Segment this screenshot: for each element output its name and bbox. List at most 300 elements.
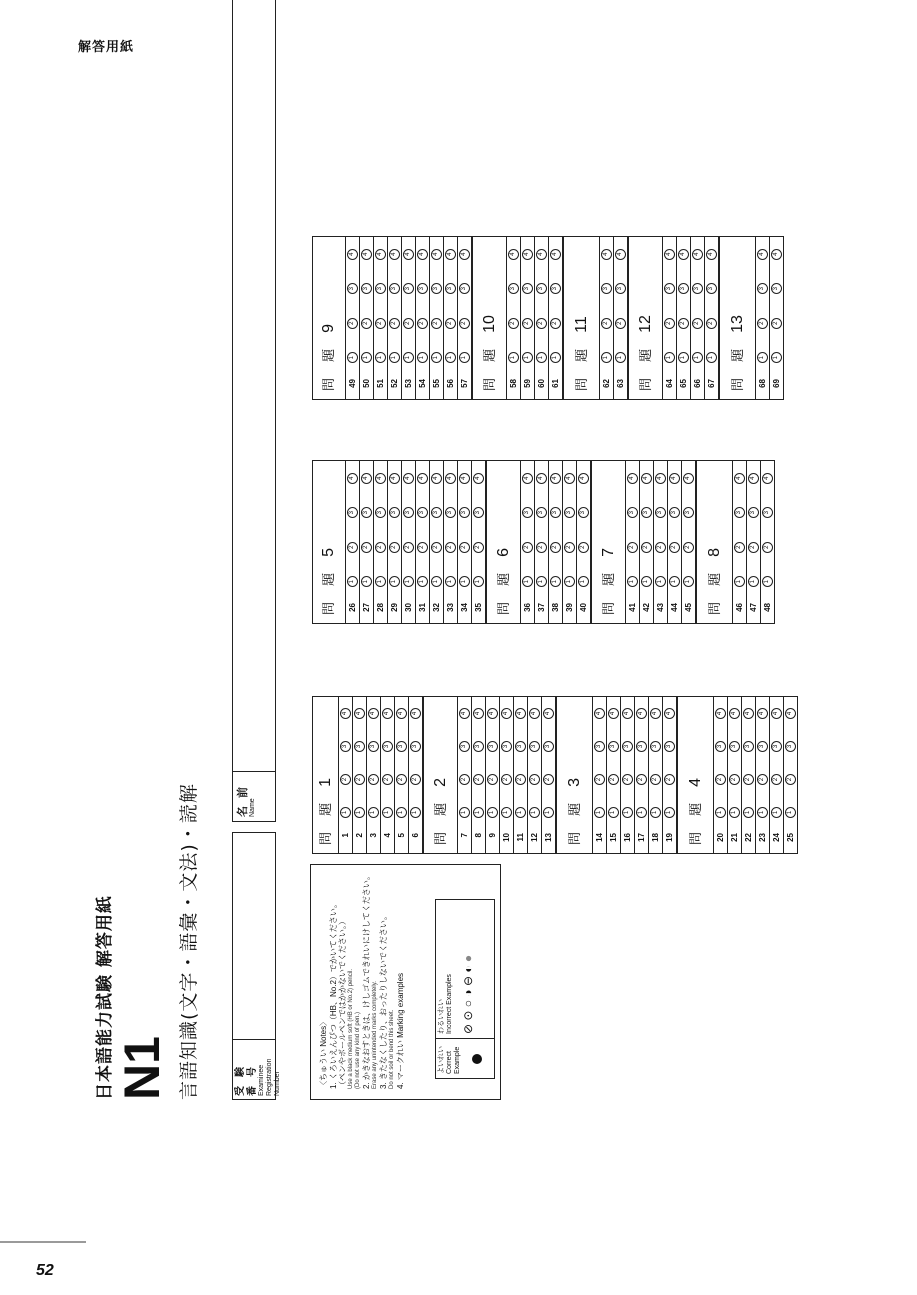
answer-bubble[interactable]: 1 xyxy=(543,807,554,818)
answer-bubble[interactable]: 4 xyxy=(729,708,740,719)
answer-bubble[interactable]: 4 xyxy=(664,249,675,260)
answer-bubble[interactable]: 1 xyxy=(361,576,372,587)
answer-bubble[interactable]: 1 xyxy=(410,807,421,818)
answer-bubble[interactable]: 1 xyxy=(608,807,619,818)
answer-bubble[interactable]: 3 xyxy=(459,507,470,518)
answer-bubble[interactable]: 4 xyxy=(771,249,782,260)
answer-bubble[interactable]: 1 xyxy=(459,352,470,363)
answer-bubble[interactable]: 4 xyxy=(641,473,652,484)
answer-bubble[interactable]: 3 xyxy=(743,741,754,752)
answer-bubble[interactable]: 3 xyxy=(417,507,428,518)
answer-bubble[interactable]: 1 xyxy=(361,352,372,363)
answer-bubble[interactable]: 2 xyxy=(340,774,351,785)
answer-bubble[interactable]: 4 xyxy=(664,708,675,719)
answer-bubble[interactable]: 1 xyxy=(536,352,547,363)
answer-bubble[interactable]: 4 xyxy=(578,473,589,484)
answer-bubble[interactable]: 2 xyxy=(382,774,393,785)
answer-bubble[interactable]: 2 xyxy=(529,774,540,785)
answer-bubble[interactable]: 3 xyxy=(692,283,703,294)
answer-bubble[interactable]: 1 xyxy=(445,576,456,587)
answer-bubble[interactable]: 3 xyxy=(410,741,421,752)
answer-bubble[interactable]: 1 xyxy=(515,807,526,818)
answer-bubble[interactable]: 4 xyxy=(757,708,768,719)
answer-bubble[interactable]: 1 xyxy=(757,352,768,363)
answer-bubble[interactable]: 2 xyxy=(445,542,456,553)
answer-bubble[interactable]: 4 xyxy=(785,708,796,719)
answer-bubble[interactable]: 2 xyxy=(550,542,561,553)
answer-bubble[interactable]: 4 xyxy=(501,708,512,719)
answer-bubble[interactable]: 4 xyxy=(622,708,633,719)
answer-bubble[interactable]: 2 xyxy=(743,774,754,785)
answer-bubble[interactable]: 2 xyxy=(641,542,652,553)
answer-bubble[interactable]: 2 xyxy=(615,318,626,329)
answer-bubble[interactable]: 3 xyxy=(550,283,561,294)
answer-bubble[interactable]: 2 xyxy=(417,542,428,553)
answer-bubble[interactable]: 4 xyxy=(459,249,470,260)
answer-bubble[interactable]: 4 xyxy=(417,473,428,484)
answer-bubble[interactable]: 3 xyxy=(771,283,782,294)
answer-bubble[interactable]: 4 xyxy=(410,708,421,719)
answer-bubble[interactable]: 3 xyxy=(431,507,442,518)
answer-bubble[interactable]: 2 xyxy=(473,542,484,553)
answer-bubble[interactable]: 1 xyxy=(529,807,540,818)
answer-bubble[interactable]: 2 xyxy=(601,318,612,329)
answer-bubble[interactable]: 4 xyxy=(748,473,759,484)
answer-bubble[interactable]: 2 xyxy=(403,542,414,553)
answer-bubble[interactable]: 2 xyxy=(389,542,400,553)
answer-bubble[interactable]: 3 xyxy=(340,741,351,752)
answer-bubble[interactable]: 2 xyxy=(389,318,400,329)
answer-bubble[interactable]: 2 xyxy=(354,774,365,785)
answer-bubble[interactable]: 4 xyxy=(529,708,540,719)
answer-bubble[interactable]: 1 xyxy=(382,807,393,818)
answer-bubble[interactable]: 3 xyxy=(403,283,414,294)
question-number: 65 xyxy=(679,379,688,388)
answer-bubble[interactable]: 1 xyxy=(615,352,626,363)
answer-bubble[interactable]: 1 xyxy=(417,576,428,587)
answer-bubble[interactable]: 3 xyxy=(564,507,575,518)
answer-bubble[interactable]: 2 xyxy=(522,542,533,553)
answer-bubble[interactable]: 1 xyxy=(375,352,386,363)
answer-bubble[interactable]: 3 xyxy=(650,741,661,752)
answer-bubble[interactable]: 1 xyxy=(550,576,561,587)
answer-bubble[interactable]: 4 xyxy=(636,708,647,719)
answer-bubble[interactable]: 3 xyxy=(501,741,512,752)
answer-bubble[interactable]: 4 xyxy=(445,249,456,260)
answer-bubble[interactable]: 3 xyxy=(375,283,386,294)
answer-bubble[interactable]: 3 xyxy=(678,283,689,294)
answer-bubble[interactable]: 2 xyxy=(627,542,638,553)
answer-bubble[interactable]: 4 xyxy=(522,473,533,484)
answer-bubble[interactable]: 3 xyxy=(473,741,484,752)
answer-bubble[interactable]: 1 xyxy=(403,352,414,363)
answer-bubble[interactable]: 4 xyxy=(550,249,561,260)
answer-bubble[interactable]: 3 xyxy=(347,283,358,294)
answer-bubble[interactable]: 1 xyxy=(636,807,647,818)
answer-bubble[interactable]: 2 xyxy=(664,318,675,329)
answer-bubble[interactable]: 4 xyxy=(536,473,547,484)
answer-bubble[interactable]: 3 xyxy=(445,283,456,294)
answer-bubble[interactable]: 1 xyxy=(601,352,612,363)
answer-bubble[interactable]: 4 xyxy=(347,473,358,484)
question-number: 38 xyxy=(551,603,560,612)
answer-bubble[interactable]: 2 xyxy=(487,774,498,785)
answer-bubble[interactable]: 4 xyxy=(473,473,484,484)
answer-bubble[interactable]: 2 xyxy=(375,542,386,553)
answer-bubble[interactable]: 3 xyxy=(417,283,428,294)
answer-bubble[interactable]: 4 xyxy=(678,249,689,260)
question-number: 28 xyxy=(376,603,385,612)
answer-bubble[interactable]: 2 xyxy=(748,542,759,553)
answer-bubble[interactable]: 3 xyxy=(615,283,626,294)
answer-bubble[interactable]: 1 xyxy=(748,576,759,587)
answer-bubble[interactable]: 1 xyxy=(487,807,498,818)
answer-bubble[interactable]: 1 xyxy=(692,352,703,363)
answer-bubble[interactable]: 4 xyxy=(734,473,745,484)
answer-bubble[interactable]: 3 xyxy=(536,507,547,518)
answer-bubble[interactable]: 4 xyxy=(627,473,638,484)
answer-bubble[interactable]: 1 xyxy=(641,576,652,587)
answer-bubble[interactable]: 3 xyxy=(473,507,484,518)
answer-bubble[interactable]: 4 xyxy=(389,249,400,260)
question-number: 7 xyxy=(460,833,469,838)
answer-bubble[interactable]: 4 xyxy=(536,249,547,260)
answer-bubble[interactable]: 2 xyxy=(445,318,456,329)
answer-bubble[interactable]: 2 xyxy=(655,542,666,553)
answer-bubble[interactable]: 2 xyxy=(536,542,547,553)
answer-bubble[interactable]: 1 xyxy=(664,807,675,818)
answer-bubble[interactable]: 3 xyxy=(734,507,745,518)
answer-bubble[interactable]: 4 xyxy=(368,708,379,719)
answer-bubble[interactable]: 2 xyxy=(368,774,379,785)
answer-bubble[interactable]: 2 xyxy=(608,774,619,785)
answer-bubble[interactable]: 1 xyxy=(757,807,768,818)
answer-bubble[interactable]: 1 xyxy=(734,576,745,587)
answer-bubble[interactable]: 4 xyxy=(361,249,372,260)
answer-bubble[interactable]: 1 xyxy=(473,807,484,818)
answer-bubble[interactable]: 1 xyxy=(655,576,666,587)
answer-bubble[interactable]: 2 xyxy=(375,318,386,329)
answer-bubble[interactable]: 1 xyxy=(678,352,689,363)
answer-bubble[interactable]: 1 xyxy=(417,352,428,363)
mondai-label: 問 題 xyxy=(434,796,449,845)
answer-bubble[interactable]: 3 xyxy=(522,283,533,294)
answer-bubble[interactable]: 2 xyxy=(683,542,694,553)
answer-bubble[interactable]: 2 xyxy=(757,318,768,329)
answer-bubble[interactable]: 3 xyxy=(594,741,605,752)
answer-bubble[interactable]: 3 xyxy=(515,741,526,752)
answer-bubble[interactable]: 2 xyxy=(706,318,717,329)
question-number: 17 xyxy=(637,833,646,842)
answer-bubble[interactable]: 2 xyxy=(785,774,796,785)
answer-bubble[interactable]: 1 xyxy=(396,807,407,818)
answer-row xyxy=(769,697,783,853)
answer-bubble[interactable]: 1 xyxy=(354,807,365,818)
answer-bubble[interactable]: 2 xyxy=(361,542,372,553)
answer-bubble[interactable]: 3 xyxy=(382,741,393,752)
answer-bubble[interactable]: 1 xyxy=(522,352,533,363)
answer-bubble[interactable]: 3 xyxy=(785,741,796,752)
answer-bubble[interactable]: 3 xyxy=(622,741,633,752)
answer-bubble[interactable]: 4 xyxy=(459,708,470,719)
answer-bubble[interactable]: 4 xyxy=(601,249,612,260)
answer-bubble[interactable]: 4 xyxy=(706,249,717,260)
answer-bubble[interactable]: 2 xyxy=(501,774,512,785)
answer-bubble[interactable]: 2 xyxy=(522,318,533,329)
answer-bubble[interactable]: 2 xyxy=(396,774,407,785)
answer-row xyxy=(713,697,727,853)
answer-bubble[interactable]: 2 xyxy=(431,318,442,329)
answer-bubble[interactable]: 3 xyxy=(431,283,442,294)
incorrect-label-en: Incorrect Examples xyxy=(446,974,454,1034)
answer-bubble[interactable]: 2 xyxy=(515,774,526,785)
answer-bubble[interactable]: 1 xyxy=(785,807,796,818)
answer-bubble[interactable]: 1 xyxy=(501,807,512,818)
answer-bubble[interactable]: 3 xyxy=(601,283,612,294)
answer-bubble[interactable]: 4 xyxy=(550,473,561,484)
answer-bubble[interactable]: 3 xyxy=(361,283,372,294)
answer-bubble[interactable]: 4 xyxy=(375,249,386,260)
answer-bubble[interactable]: 4 xyxy=(655,473,666,484)
answer-row xyxy=(359,237,373,399)
answer-bubble[interactable]: 4 xyxy=(608,708,619,719)
answer-bubble[interactable]: 4 xyxy=(347,249,358,260)
answer-bubble[interactable]: 4 xyxy=(508,249,519,260)
answer-bubble[interactable]: 3 xyxy=(389,283,400,294)
answer-bubble[interactable]: 4 xyxy=(650,708,661,719)
answer-bubble[interactable]: 2 xyxy=(622,774,633,785)
answer-bubble[interactable]: 3 xyxy=(706,283,717,294)
answer-bubble[interactable]: 4 xyxy=(683,473,694,484)
answer-bubble[interactable]: 4 xyxy=(403,473,414,484)
answer-bubble[interactable]: 2 xyxy=(715,774,726,785)
answer-bubble[interactable]: 1 xyxy=(550,352,561,363)
answer-bubble[interactable]: 3 xyxy=(347,507,358,518)
answer-bubble[interactable]: 2 xyxy=(403,318,414,329)
answer-bubble[interactable]: 3 xyxy=(508,283,519,294)
answer-bubble[interactable]: 1 xyxy=(445,352,456,363)
answer-bubble[interactable]: 4 xyxy=(564,473,575,484)
answer-row xyxy=(373,237,387,399)
answer-bubble[interactable]: 4 xyxy=(340,708,351,719)
answer-bubble[interactable]: 2 xyxy=(508,318,519,329)
answer-bubble[interactable]: 2 xyxy=(347,318,358,329)
answer-bubble[interactable]: 1 xyxy=(403,576,414,587)
answer-bubble[interactable]: 4 xyxy=(669,473,680,484)
answer-bubble[interactable]: 3 xyxy=(578,507,589,518)
answer-bubble[interactable]: 3 xyxy=(368,741,379,752)
answer-row xyxy=(471,461,485,623)
incorrect-examples xyxy=(436,900,494,1038)
question-number: 20 xyxy=(716,833,725,842)
answer-bubble[interactable]: 1 xyxy=(389,576,400,587)
answer-bubble[interactable]: 3 xyxy=(683,507,694,518)
answer-bubble[interactable]: 3 xyxy=(375,507,386,518)
answer-bubble[interactable]: 4 xyxy=(522,249,533,260)
answer-bubble[interactable]: 3 xyxy=(748,507,759,518)
answer-bubble[interactable]: 4 xyxy=(354,708,365,719)
answer-bubble[interactable]: 4 xyxy=(459,473,470,484)
answer-bubble[interactable]: 4 xyxy=(762,473,773,484)
answer-bubble[interactable]: 4 xyxy=(487,708,498,719)
answer-bubble[interactable]: 1 xyxy=(669,576,680,587)
answer-bubble[interactable]: 2 xyxy=(692,318,703,329)
answer-bubble[interactable]: 2 xyxy=(636,774,647,785)
answer-bubble[interactable]: 4 xyxy=(389,473,400,484)
answer-bubble[interactable]: 1 xyxy=(536,576,547,587)
answer-bubble[interactable]: 3 xyxy=(729,741,740,752)
answer-bubble[interactable]: 3 xyxy=(771,741,782,752)
answer-bubble[interactable]: 4 xyxy=(431,473,442,484)
answer-bubble[interactable]: 4 xyxy=(715,708,726,719)
answer-bubble[interactable]: 4 xyxy=(382,708,393,719)
answer-bubble[interactable]: 3 xyxy=(459,741,470,752)
answer-bubble[interactable]: 3 xyxy=(396,741,407,752)
answer-bubble[interactable]: 3 xyxy=(757,283,768,294)
answer-bubble[interactable]: 2 xyxy=(361,318,372,329)
answer-bubble[interactable]: 1 xyxy=(578,576,589,587)
answer-bubble[interactable]: 2 xyxy=(771,318,782,329)
answer-bubble[interactable]: 4 xyxy=(361,473,372,484)
mondai-heading xyxy=(473,237,506,399)
answer-bubble[interactable]: 3 xyxy=(715,741,726,752)
answer-bubble[interactable]: 2 xyxy=(347,542,358,553)
answer-bubble[interactable]: 2 xyxy=(459,318,470,329)
answer-bubble[interactable]: 3 xyxy=(536,283,547,294)
answer-bubble[interactable]: 4 xyxy=(743,708,754,719)
answer-bubble[interactable]: 1 xyxy=(347,352,358,363)
answer-bubble[interactable]: 2 xyxy=(650,774,661,785)
answer-bubble[interactable]: 1 xyxy=(664,352,675,363)
answer-bubble[interactable]: 1 xyxy=(431,352,442,363)
answer-bubble[interactable]: 4 xyxy=(431,249,442,260)
answer-bubble[interactable]: 4 xyxy=(396,708,407,719)
answer-bubble[interactable]: 1 xyxy=(459,576,470,587)
answer-bubble[interactable]: 3 xyxy=(641,507,652,518)
answer-bubble[interactable]: 3 xyxy=(445,507,456,518)
answer-bubble[interactable]: 3 xyxy=(403,507,414,518)
answer-bubble[interactable]: 1 xyxy=(347,576,358,587)
question-number: 45 xyxy=(684,603,693,612)
name-label-en: Name xyxy=(249,798,257,817)
answer-bubble[interactable]: 2 xyxy=(669,542,680,553)
answer-bubble[interactable]: 2 xyxy=(762,542,773,553)
answer-bubble[interactable]: 2 xyxy=(543,774,554,785)
answer-bubble[interactable]: 2 xyxy=(771,774,782,785)
answer-bubble[interactable]: 1 xyxy=(771,807,782,818)
answer-bubble[interactable]: 1 xyxy=(508,352,519,363)
answer-bubble[interactable]: 1 xyxy=(375,576,386,587)
answer-bubble[interactable]: 2 xyxy=(536,318,547,329)
answer-bubble[interactable]: 1 xyxy=(627,576,638,587)
answer-bubble[interactable]: 4 xyxy=(473,708,484,719)
registration-box[interactable] xyxy=(232,832,282,1100)
answer-bubble[interactable]: 1 xyxy=(771,352,782,363)
answer-bubble[interactable]: 1 xyxy=(564,576,575,587)
answer-bubble[interactable]: 2 xyxy=(459,542,470,553)
answer-bubble[interactable]: 4 xyxy=(594,708,605,719)
answer-bubble[interactable]: 1 xyxy=(650,807,661,818)
answer-bubble[interactable]: 4 xyxy=(692,249,703,260)
answer-bubble[interactable]: 4 xyxy=(757,249,768,260)
answer-bubble[interactable]: 2 xyxy=(729,774,740,785)
question-number: 62 xyxy=(602,379,611,388)
answer-bubble[interactable]: 2 xyxy=(473,774,484,785)
answer-bubble[interactable]: 2 xyxy=(431,542,442,553)
answer-bubble[interactable]: 1 xyxy=(729,807,740,818)
answer-bubble[interactable]: 3 xyxy=(487,741,498,752)
answer-bubble[interactable]: 3 xyxy=(664,741,675,752)
answer-bubble[interactable]: 2 xyxy=(578,542,589,553)
answer-bubble[interactable]: 2 xyxy=(594,774,605,785)
answer-bubble[interactable]: 1 xyxy=(459,807,470,818)
answer-bubble[interactable]: 4 xyxy=(615,249,626,260)
answer-bubble[interactable]: 1 xyxy=(762,576,773,587)
answer-bubble[interactable]: 1 xyxy=(431,576,442,587)
answer-bubble[interactable]: 1 xyxy=(715,807,726,818)
answer-row xyxy=(457,461,471,623)
answer-bubble[interactable]: 4 xyxy=(375,473,386,484)
answer-bubble[interactable]: 3 xyxy=(757,741,768,752)
answer-bubble[interactable]: 1 xyxy=(743,807,754,818)
answer-bubble[interactable]: 2 xyxy=(459,774,470,785)
answer-bubble[interactable]: 3 xyxy=(459,283,470,294)
answer-bubble[interactable]: 3 xyxy=(543,741,554,752)
name-box[interactable] xyxy=(232,0,276,822)
answer-bubble[interactable]: 2 xyxy=(664,774,675,785)
answer-bubble[interactable]: 3 xyxy=(550,507,561,518)
answer-bubble[interactable]: 2 xyxy=(734,542,745,553)
answer-bubble[interactable]: 3 xyxy=(627,507,638,518)
answer-bubble[interactable]: 3 xyxy=(762,507,773,518)
answer-bubble[interactable]: 1 xyxy=(706,352,717,363)
answer-bubble[interactable]: 3 xyxy=(608,741,619,752)
answer-bubble[interactable]: 2 xyxy=(410,774,421,785)
answer-bubble[interactable]: 4 xyxy=(445,473,456,484)
answer-bubble[interactable]: 2 xyxy=(564,542,575,553)
answer-bubble[interactable]: 3 xyxy=(655,507,666,518)
answer-row xyxy=(401,237,415,399)
answer-bubble[interactable]: 3 xyxy=(361,507,372,518)
answer-bubble[interactable]: 3 xyxy=(529,741,540,752)
answer-bubble[interactable]: 3 xyxy=(354,741,365,752)
answer-bubble[interactable]: 1 xyxy=(522,576,533,587)
answer-bubble[interactable]: 1 xyxy=(622,807,633,818)
answer-bubble[interactable]: 4 xyxy=(771,708,782,719)
answer-bubble[interactable]: 2 xyxy=(417,318,428,329)
answer-bubble[interactable]: 1 xyxy=(340,807,351,818)
answer-bubble[interactable]: 1 xyxy=(368,807,379,818)
answer-bubble[interactable]: 4 xyxy=(403,249,414,260)
answer-bubble[interactable]: 3 xyxy=(389,507,400,518)
answer-bubble[interactable]: 3 xyxy=(636,741,647,752)
answer-bubble[interactable]: 1 xyxy=(389,352,400,363)
answer-bubble[interactable]: 1 xyxy=(473,576,484,587)
answer-bubble[interactable]: 3 xyxy=(669,507,680,518)
answer-bubble[interactable]: 2 xyxy=(678,318,689,329)
answer-bubble[interactable]: 4 xyxy=(417,249,428,260)
answer-bubble[interactable]: 2 xyxy=(757,774,768,785)
answer-bubble[interactable]: 2 xyxy=(550,318,561,329)
answer-bubble[interactable]: 4 xyxy=(515,708,526,719)
answer-bubble[interactable]: 3 xyxy=(522,507,533,518)
mondai-block xyxy=(696,461,774,623)
answer-bubble[interactable]: 3 xyxy=(664,283,675,294)
answer-bubble[interactable]: 1 xyxy=(683,576,694,587)
question-number: 63 xyxy=(616,379,625,388)
answer-bubble[interactable]: 1 xyxy=(594,807,605,818)
answer-bubble[interactable]: 4 xyxy=(543,708,554,719)
